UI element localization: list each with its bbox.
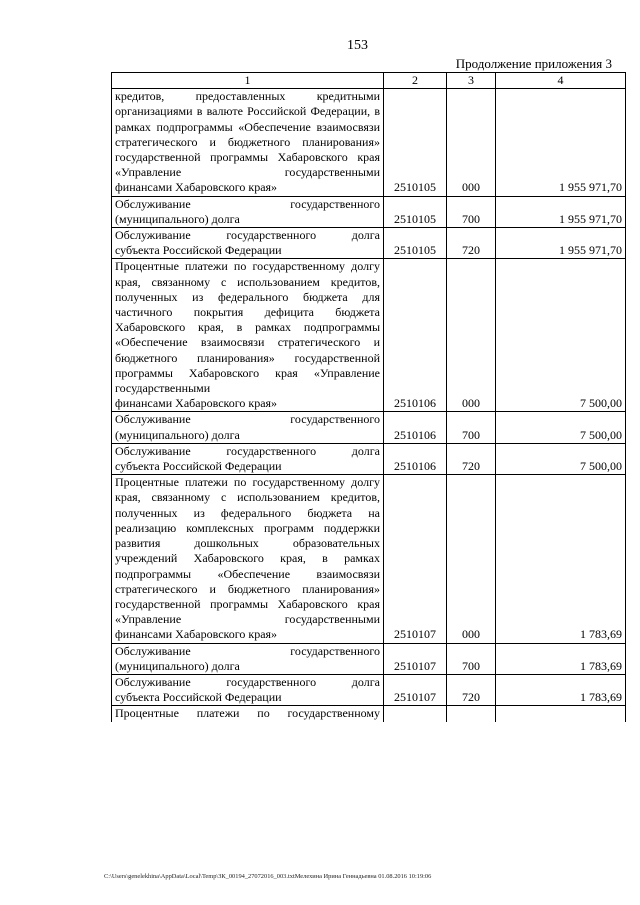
row-expense-type: 720	[447, 443, 496, 474]
description-last-line: финансами Хабаровского края»	[115, 180, 278, 195]
header-col-4: 4	[496, 73, 626, 89]
row-target-code: 2510105	[384, 228, 447, 259]
description-line: Обслуживание государственного долга	[115, 443, 380, 458]
description-line: кредитов, предоставленных кредитными	[115, 89, 380, 104]
row-description	[112, 643, 384, 674]
description-line: «Управление государственными	[115, 165, 380, 180]
header-col-3: 3	[447, 73, 496, 89]
row-target-code: 2510106	[384, 443, 447, 474]
row-description	[112, 674, 384, 705]
description-last-line: субъекта Российской Федерации	[115, 459, 282, 474]
description-line: кредитов, полученных из федерального	[115, 490, 381, 520]
row-amount: 7 500,00	[496, 259, 626, 412]
description-line: «Обеспечение взаимосвязи	[238, 119, 381, 134]
appendix-continuation-label: Продолжение приложения 3	[455, 56, 612, 71]
description-line: Процентные платежи по государственному	[115, 259, 345, 274]
row-expense-type: 000	[447, 89, 496, 196]
description-line: стратегического и бюджетного	[115, 581, 291, 596]
description-line: планирования» государственной	[115, 134, 380, 165]
description-line: Обслуживание государственного	[115, 643, 380, 658]
row-description: Процентные платежи по государственному	[112, 706, 384, 722]
row-description	[112, 196, 384, 227]
row-expense-type: 000	[447, 259, 496, 412]
row-target-code: 2510107	[384, 475, 447, 643]
description-line: бюджета для частичного покрытия	[115, 289, 381, 320]
row-expense-type	[447, 706, 496, 722]
description-line: программы Хабаровского края	[210, 596, 380, 611]
row-description	[112, 89, 384, 196]
description-line: Обслуживание государственного долга	[115, 674, 380, 689]
description-line: долгу края, связанному с использованием	[115, 475, 380, 505]
row-amount: 1 783,69	[496, 475, 626, 643]
row-description	[112, 259, 384, 412]
description-line: дошкольных образовательных учреждений	[115, 536, 380, 566]
description-last-line: субъекта Российской Федерации	[115, 243, 282, 258]
description-line: государственной программы Хабаровского	[115, 350, 380, 380]
description-line: края «Управление государственными	[115, 365, 381, 396]
description-line: бюджета на реализацию комплексных	[115, 505, 380, 535]
description-line: подпрограммы «Обеспечение взаимосвязи	[115, 566, 380, 581]
description-line: долгу края, связанному с использованием	[115, 259, 380, 289]
table-row	[112, 412, 626, 443]
description-line: Хабаровского края, в рамках	[193, 551, 380, 566]
row-amount: 7 500,00	[496, 412, 626, 443]
row-amount: 1 783,69	[496, 643, 626, 674]
description-last-line: (муниципального) долга	[115, 658, 240, 673]
row-target-code: 2510107	[384, 674, 447, 705]
row-target-code: 2510106	[384, 259, 447, 412]
description-line: Обслуживание государственного	[115, 196, 380, 211]
row-expense-type: 720	[447, 674, 496, 705]
table-row	[112, 443, 626, 474]
row-description	[112, 443, 384, 474]
row-target-code	[384, 706, 447, 722]
file-path-footer: C:\Users\genelekhina\AppData\Local\Temp\ЗК_00194_27072016_003.txtМелехина Ирина Геннадьевна 01.08.2016 10:19:06	[104, 873, 432, 880]
description-line: программы Хабаровского края	[210, 150, 380, 165]
description-last-line: финансами Хабаровского края»	[115, 627, 278, 642]
row-description	[112, 412, 384, 443]
header-col-1: 1	[112, 73, 384, 89]
description-last-line: субъекта Российской Федерации	[115, 690, 282, 705]
description-line: Процентные платежи по государственному	[115, 475, 345, 490]
table-row	[112, 196, 626, 227]
row-amount: 1 955 971,70	[496, 89, 626, 196]
table-body	[112, 89, 626, 722]
description-line: кредитов, полученных из федерального	[115, 274, 381, 304]
table-row	[112, 475, 626, 643]
description-last-line: (муниципального) долга	[115, 427, 240, 442]
table-row-continued	[112, 706, 626, 722]
description-line: организациями в валюте Российской	[115, 104, 307, 119]
header-row	[112, 73, 626, 89]
row-amount: 7 500,00	[496, 443, 626, 474]
description-line: рамках подпрограммы «Обеспечение	[115, 320, 381, 350]
description-line: Федерации, в рамках подпрограммы	[115, 104, 380, 134]
row-description	[112, 475, 384, 643]
row-amount: 1 955 971,70	[496, 228, 626, 259]
description-last-line: (муниципального) долга	[115, 211, 240, 226]
description-line: стратегического и бюджетного	[115, 134, 291, 149]
description-line: дефицита бюджета Хабаровского края, в	[115, 305, 380, 335]
row-expense-type: 720	[447, 228, 496, 259]
row-expense-type: 700	[447, 196, 496, 227]
header-col-2: 2	[384, 73, 447, 89]
description-line: взаимосвязи стратегического и	[200, 335, 380, 350]
description-line: Обслуживание государственного долга	[115, 228, 380, 243]
description-line: программ поддержки развития	[115, 520, 381, 551]
description-line: планирования» государственной	[115, 581, 380, 611]
table-row	[112, 674, 626, 705]
row-target-code: 2510107	[384, 643, 447, 674]
description-line: «Управление государственными	[115, 612, 380, 627]
budget-table	[111, 72, 626, 722]
row-target-code: 2510105	[384, 89, 447, 196]
table-row	[112, 228, 626, 259]
row-amount: 1 783,69	[496, 674, 626, 705]
table-row	[112, 259, 626, 412]
row-target-code: 2510106	[384, 412, 447, 443]
row-amount	[496, 706, 626, 722]
row-target-code: 2510105	[384, 196, 447, 227]
row-amount: 1 955 971,70	[496, 196, 626, 227]
row-description	[112, 228, 384, 259]
row-expense-type: 700	[447, 643, 496, 674]
table-row	[112, 643, 626, 674]
row-expense-type: 700	[447, 412, 496, 443]
description-line: бюджетного планирования»	[115, 350, 275, 365]
description-line: Обслуживание государственного	[115, 412, 380, 427]
table-row	[112, 89, 626, 196]
page-number: 153	[347, 38, 368, 53]
row-expense-type: 000	[447, 475, 496, 643]
description-last-line: финансами Хабаровского края»	[115, 396, 278, 411]
